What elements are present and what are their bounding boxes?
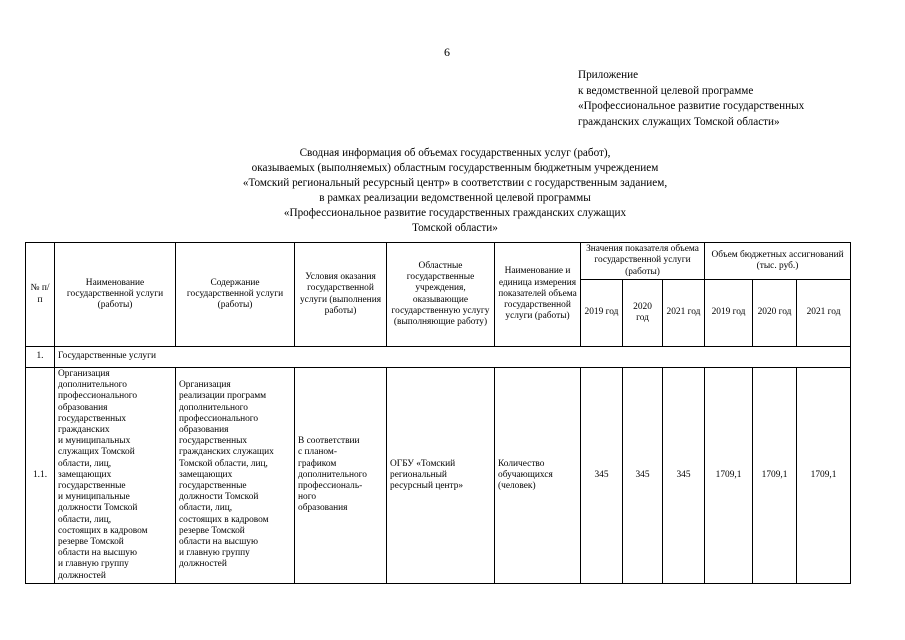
title-line: Томской области» bbox=[412, 222, 498, 234]
cell-budget-2021: 1709,1 bbox=[797, 368, 851, 584]
col-header-conditions: Условия оказания государственной услуги (выполнения работы) bbox=[295, 243, 387, 347]
section-number: 1. bbox=[26, 347, 55, 368]
appendix-line: к ведомственной целевой программе bbox=[578, 84, 754, 97]
cell-conditions: В соответствии с планом- графиком дополнительного профессиональ- ного образования bbox=[295, 368, 387, 584]
cell-service-name: Организация дополнительного профессионального образования государственных гражданских и муниципальных служащих Томской области, лиц, замещающих государственные и муниципальные должности Томской области, лиц, состоящих в кадровом резерве Томской области на высшую и главную группу должностей bbox=[55, 368, 176, 584]
col-header-indicator: Наименование и единица измерения показателей объема государственной услуги (работы) bbox=[495, 243, 581, 347]
col-header-year: 2019 год bbox=[581, 280, 623, 347]
cell-budget-2019: 1709,1 bbox=[705, 368, 753, 584]
col-header-values-group: Значения показателя объема государственной услуги (работы) bbox=[581, 243, 705, 280]
col-header-year: 2021 год bbox=[797, 280, 851, 347]
appendix-header bbox=[578, 68, 804, 130]
appendix-line: гражданских служащих Томской области» bbox=[578, 115, 780, 128]
header-row bbox=[26, 243, 851, 280]
title-line: оказываемых (выполняемых) областным государственным бюджетным учреждением bbox=[251, 162, 659, 174]
col-header-num: № п/п bbox=[26, 243, 55, 347]
section-label: Государственные услуги bbox=[55, 347, 851, 368]
title-line: «Профессиональное развитие государственных гражданских служащих bbox=[283, 207, 627, 219]
col-header-service-name: Наименование государственной услуги (работы) bbox=[55, 243, 176, 347]
cell-value-2019: 345 bbox=[581, 368, 623, 584]
row-number: 1.1. bbox=[26, 368, 55, 584]
col-header-year: 2020 год bbox=[623, 280, 663, 347]
col-header-year: 2020 год bbox=[753, 280, 797, 347]
section-row bbox=[26, 347, 851, 368]
title-line: Сводная информация об объемах государственных услуг (работ), bbox=[299, 147, 611, 159]
page-number: 6 bbox=[444, 45, 450, 59]
title-line: в рамках реализации ведомственной целевой программы bbox=[319, 192, 591, 204]
services-table bbox=[25, 242, 851, 584]
cell-indicator: Количество обучающихся (человек) bbox=[495, 368, 581, 584]
title-line: «Томский региональный ресурсный центр» в соответствии с государственным заданием, bbox=[242, 177, 668, 189]
cell-budget-2020: 1709,1 bbox=[753, 368, 797, 584]
table-row bbox=[26, 368, 851, 584]
cell-institutions: ОГБУ «Томский региональный ресурсный центр» bbox=[387, 368, 495, 584]
appendix-line: «Профессиональное развитие государственных bbox=[578, 100, 805, 112]
col-header-budget-group: Объем бюджетных ассигнований (тыс. руб.) bbox=[705, 243, 851, 280]
cell-value-2020: 345 bbox=[623, 368, 663, 584]
document-title bbox=[150, 146, 760, 236]
col-header-year: 2019 год bbox=[705, 280, 753, 347]
col-header-year: 2021 год bbox=[663, 280, 705, 347]
cell-content: Организация реализации программ дополнительного профессионального образования государственных гражданских служащих Томской области, лиц, замещающих государственные должности Томской области, лиц, состоящих в кадровом резерве Томской области на высшую и главную группу должностей bbox=[176, 368, 295, 584]
appendix-line: Приложение bbox=[578, 69, 639, 81]
cell-value-2021: 345 bbox=[663, 368, 705, 584]
col-header-institutions: Областные государственные учреждения, оказывающие государственную услугу (выполняющие работу) bbox=[387, 243, 495, 347]
col-header-content: Содержание государственной услуги (работы) bbox=[176, 243, 295, 347]
